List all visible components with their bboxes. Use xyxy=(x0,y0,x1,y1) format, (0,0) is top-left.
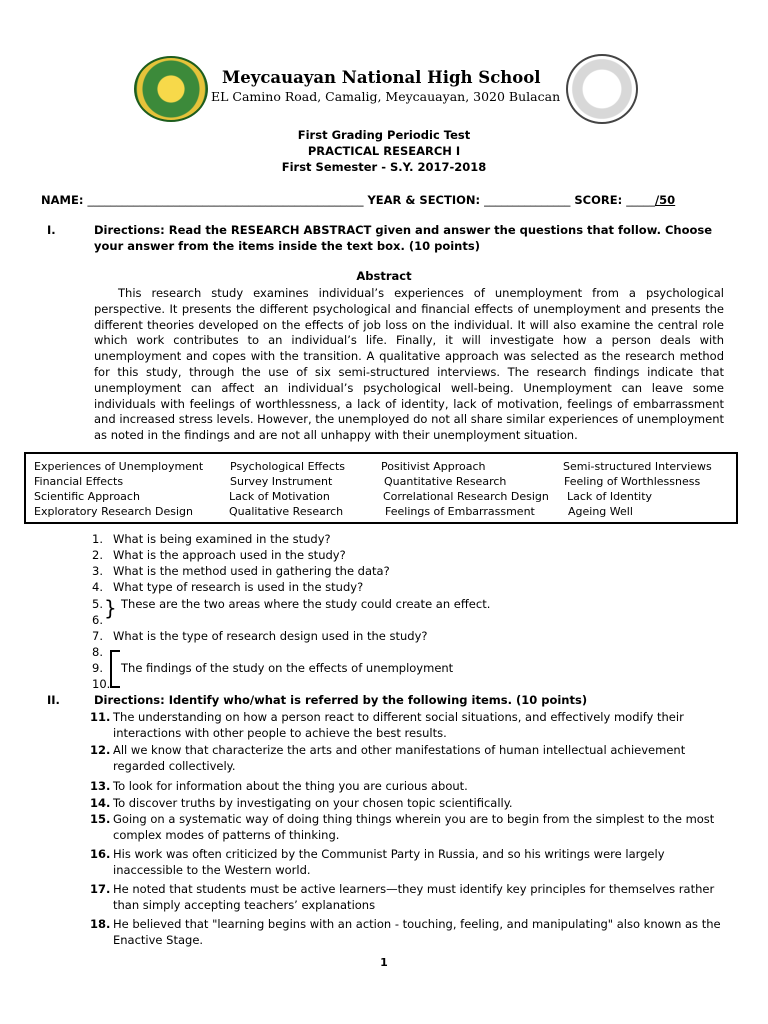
question-text: The findings of the study on the effects of unemployment xyxy=(121,661,454,675)
item-text: To look for information about the thing you are curious about. xyxy=(113,779,468,793)
school-seal-icon xyxy=(566,54,638,124)
question-number: 4. xyxy=(92,580,103,594)
item-number: 13. xyxy=(90,779,111,793)
question-text: What is the type of research design used in the study? xyxy=(113,629,428,643)
choices-box xyxy=(24,452,738,524)
score-label: SCORE: xyxy=(570,193,627,207)
choice: Lack of Identity xyxy=(567,490,653,503)
item-number: 15. xyxy=(90,812,111,826)
deped-seal-icon xyxy=(134,56,208,122)
question-text: What type of research is used in the study? xyxy=(113,580,364,594)
question-text: What is the method used in gathering the data? xyxy=(113,564,390,578)
question-number: 6. xyxy=(92,613,103,627)
question-text: These are the two areas where the study could create an effect. xyxy=(121,597,491,611)
item-text: He believed that "learning begins with an action - touching, feeling, and manipulating" also known as the Enactive Stage. xyxy=(113,917,721,947)
name-line xyxy=(41,192,675,208)
abstract-text: This research study examines individual’s experiences of unemployment from a psychological perspective. It presents the different psychological and financial effects of unemployment and presents the different theories developed on the effects of job loss on the individual. It will also examine the central role which work contributes to an individual’s life. Finally, it will investigate how a person deals with unemployment and copes with the transition. A qualitative approach was selected as the research method for this study, through the use of six semi-structured interviews. The research findings indicate that unemployment can affect an individual’s psychological well-being. Unemployment can leave some individuals with feelings of worthlessness, a lack of identity, lack of motivation, feelings of embarrassment and increased stress levels. However, the unemployed do not all share similar experiences of unemployment as noted in the findings and are not all unhappy with their unemployment situation. xyxy=(94,286,724,443)
test-title: First Grading Periodic Test xyxy=(297,128,471,142)
part2-numeral: II. xyxy=(47,693,60,707)
choice: Semi-structured Interviews xyxy=(563,460,712,473)
item-number: 12. xyxy=(90,743,111,757)
item-text: He noted that students must be active learners—they must identify key principles for themselves rather than simply accepting teachers’ explanations xyxy=(113,882,715,912)
brace-icon: } xyxy=(104,596,117,620)
item-text: Going on a systematic way of doing thing things wherein you are to begin from the simplest to the most complex modes of patterns of thinking. xyxy=(113,812,715,842)
score-blank[interactable]: _____ xyxy=(626,193,655,207)
item-number: 11. xyxy=(90,710,111,724)
item-number: 16. xyxy=(90,847,111,861)
part1-numeral: I. xyxy=(47,223,56,237)
choice: Financial Effects xyxy=(34,475,124,488)
page-number: 1 xyxy=(380,956,388,969)
choice: Quantitative Research xyxy=(384,475,507,488)
question-number: 1. xyxy=(92,532,103,546)
choice: Survey Instrument xyxy=(230,475,333,488)
question-number: 7. xyxy=(92,629,103,643)
question-number: 8. xyxy=(92,645,103,659)
choice: Psychological Effects xyxy=(230,460,345,473)
part1-directions-line1: Directions: Read the RESEARCH ABSTRACT given and answer the questions that follow. Choose xyxy=(94,223,713,237)
item-number: 14. xyxy=(90,796,111,810)
school-name: Meycauayan National High School xyxy=(222,68,541,87)
choice: Correlational Research Design xyxy=(383,490,549,503)
choice: Positivist Approach xyxy=(381,460,486,473)
semester-title: First Semester - S.Y. 2017-2018 xyxy=(281,160,487,174)
question-text: What is being examined in the study? xyxy=(113,532,331,546)
name-blank[interactable]: ________________________________________________ xyxy=(87,193,364,207)
school-address: EL Camino Road, Camalig, Meycauayan, 3020 Bulacan xyxy=(211,89,561,104)
part2-directions: Directions: Identify who/what is referred by the following items. (10 points) xyxy=(94,693,588,707)
choice: Ageing Well xyxy=(568,505,633,518)
choice: Lack of Motivation xyxy=(229,490,330,503)
year-section-blank[interactable]: _______________ xyxy=(484,193,571,207)
choice: Qualitative Research xyxy=(229,505,344,518)
bracket-icon xyxy=(110,650,120,688)
name-label: NAME: xyxy=(41,193,88,207)
choice: Feeling of Worthlessness xyxy=(564,475,701,488)
subject-title: PRACTICAL RESEARCH I xyxy=(307,144,461,158)
choice: Exploratory Research Design xyxy=(34,505,193,518)
question-text: What is the approach used in the study? xyxy=(113,548,346,562)
item-text: His work was often criticized by the Communist Party in Russia, and so his writings were largely inaccessible to the Western world. xyxy=(113,847,665,877)
question-number: 5. xyxy=(92,597,103,611)
question-number: 2. xyxy=(92,548,103,562)
question-number: 3. xyxy=(92,564,103,578)
item-text: The understanding on how a person react to different social situations, and effectively modify their interactions with other people to achieve the best results. xyxy=(113,710,684,740)
question-number: 9. xyxy=(92,661,103,675)
item-number: 18. xyxy=(90,917,111,931)
item-text: All we know that characterize the arts and other manifestations of human intellectual achievement regarded collectively. xyxy=(113,743,686,773)
score-total: /50 xyxy=(654,193,676,207)
item-text: To discover truths by investigating on your chosen topic scientifically. xyxy=(113,796,513,810)
choice: Experiences of Unemployment xyxy=(34,460,204,473)
item-number: 17. xyxy=(90,882,111,896)
abstract-title: Abstract xyxy=(356,269,412,283)
choice: Scientific Approach xyxy=(34,490,140,503)
year-section-label: YEAR & SECTION: xyxy=(363,193,485,207)
choice: Feelings of Embarrassment xyxy=(385,505,535,518)
question-number: 10. xyxy=(92,677,111,691)
part1-directions-line2: your answer from the items inside the text box. (10 points) xyxy=(94,239,480,253)
